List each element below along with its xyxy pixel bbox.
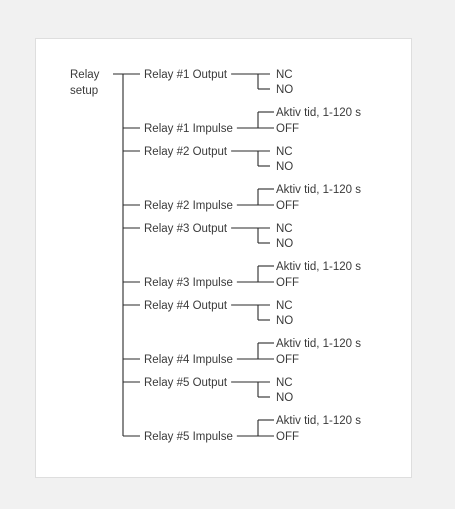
option-7-1: OFF — [276, 354, 299, 366]
item-label-0: Relay #1 Output — [144, 69, 228, 81]
item-label-5: Relay #3 Impulse — [144, 277, 233, 289]
option-1-0: Aktiv tid, 1-120 s — [276, 107, 362, 119]
option-4-0: NC — [276, 223, 293, 235]
option-3-0: Aktiv tid, 1-120 s — [276, 184, 362, 196]
option-9-1: OFF — [276, 431, 299, 443]
item-label-2: Relay #2 Output — [144, 146, 228, 158]
option-0-0: NC — [276, 69, 293, 81]
item-label-6: Relay #4 Output — [144, 300, 228, 312]
option-5-1: OFF — [276, 277, 299, 289]
option-6-0: NC — [276, 300, 293, 312]
option-0-1: NO — [276, 84, 294, 96]
item-label-1: Relay #1 Impulse — [144, 123, 233, 135]
item-label-8: Relay #5 Output — [144, 377, 228, 389]
root-label-line-2: setup — [70, 85, 99, 97]
item-label-7: Relay #4 Impulse — [144, 354, 233, 366]
option-2-1: NO — [276, 161, 294, 173]
item-label-4: Relay #3 Output — [144, 223, 228, 235]
item-label-9: Relay #5 Impulse — [144, 431, 233, 443]
root-label-line-1: Relay — [70, 69, 100, 81]
option-3-1: OFF — [276, 200, 299, 212]
option-1-1: OFF — [276, 123, 299, 135]
option-8-0: NC — [276, 377, 293, 389]
option-5-0: Aktiv tid, 1-120 s — [276, 261, 362, 273]
option-7-0: Aktiv tid, 1-120 s — [276, 338, 362, 350]
option-8-1: NO — [276, 392, 294, 404]
option-6-1: NO — [276, 315, 294, 327]
option-4-1: NO — [276, 238, 294, 250]
item-label-3: Relay #2 Impulse — [144, 200, 233, 212]
option-9-0: Aktiv tid, 1-120 s — [276, 415, 362, 427]
option-2-0: NC — [276, 146, 293, 158]
